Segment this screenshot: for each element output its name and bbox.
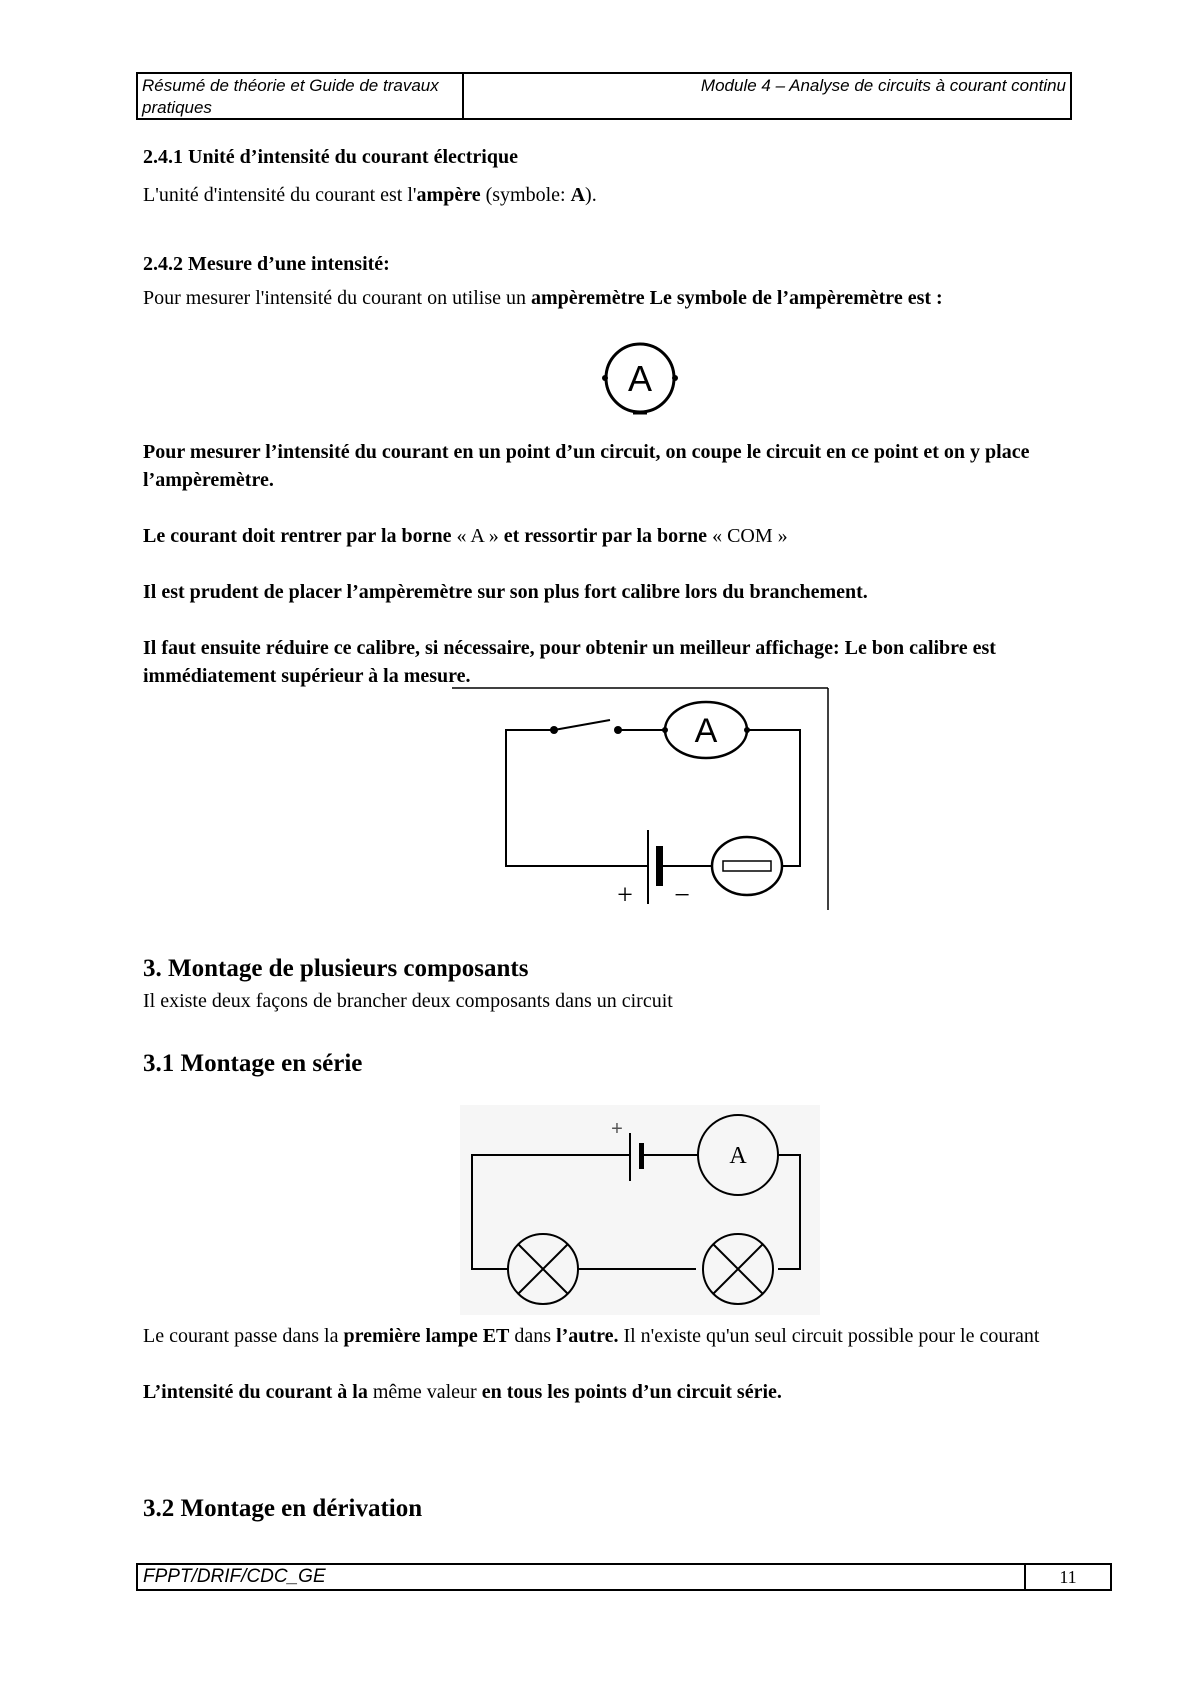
section-2-4-1 xyxy=(143,143,1133,209)
header-right: Module 4 – Analyse de circuits à courant continu xyxy=(700,76,1066,95)
ammeter-letter: A xyxy=(627,358,653,399)
section-2-4-1-title: 2.4.1 Unité d’intensité du courant électrique xyxy=(143,146,518,168)
section-3-2 xyxy=(143,1495,1133,1523)
battery-minus-sign: − xyxy=(674,880,690,911)
page-header xyxy=(136,72,1072,120)
measure-paragraph-3: Il est prudent de placer l’ampèremètre sur son plus fort calibre lors du branchement. xyxy=(143,581,868,603)
page-number: 11 xyxy=(1059,1567,1077,1587)
section-2-4-2-title: 2.4.2 Mesure d’une intensité: xyxy=(143,253,390,275)
series-ammeter-letter: A xyxy=(729,1143,747,1169)
section-3-1 xyxy=(143,1050,1133,1078)
measure-paragraph-1: Pour mesurer l’intensité du courant en un point d’un circuit, on coupe le circuit en ce point et on y place l’ampèremètre. xyxy=(143,441,1030,491)
series-paragraph-1: Le courant passe dans la première lampe ET dans l’autre. Il n'existe qu'un seul circuit possible pour le courant xyxy=(143,1325,1040,1347)
section-3-1-title: 3.1 Montage en série xyxy=(143,1050,363,1077)
ammeter-circuit-diagram xyxy=(440,680,840,920)
series-explanation xyxy=(143,1322,1138,1406)
measure-instructions xyxy=(143,438,1128,690)
series-circuit-diagram xyxy=(460,1105,820,1315)
section-3-title: 3. Montage de plusieurs composants xyxy=(143,955,529,982)
measure-paragraph-4: Il faut ensuite réduire ce calibre, si nécessaire, pour obtenir un meilleur affichage: Le bon calibre est immédiatement supérieur à la mesure. xyxy=(143,637,996,687)
section-3-2-title: 3.2 Montage en dérivation xyxy=(143,1495,423,1522)
footer-reference: FPPT/DRIF/CDC_GE xyxy=(138,1565,1026,1589)
section-2-4-1-text: L'unité d'intensité du courant est l'ampère (symbole: A). xyxy=(143,184,597,206)
battery-plus-sign: + xyxy=(617,880,633,911)
header-left: Résumé de théorie et Guide de travaux pratiques xyxy=(138,74,464,118)
page-footer xyxy=(136,1563,1112,1591)
series-paragraph-2: L’intensité du courant à la même valeur en tous les points d’un circuit série. xyxy=(143,1381,782,1403)
section-3 xyxy=(143,955,1133,1015)
section-3-intro: Il existe deux façons de brancher deux composants dans un circuit xyxy=(143,990,673,1012)
measure-paragraph-2: Le courant doit rentrer par la borne « A » et ressortir par la borne « COM » xyxy=(143,525,788,547)
section-2-4-2-intro: Pour mesurer l'intensité du courant on utilise un ampèremètre Le symbole de l’ampèremètre est : xyxy=(143,287,943,309)
ammeter-symbol-diagram xyxy=(595,340,685,420)
circuit-ammeter-letter: A xyxy=(694,712,718,750)
series-battery-plus: + xyxy=(611,1118,623,1140)
section-2-4-2 xyxy=(143,250,1133,312)
